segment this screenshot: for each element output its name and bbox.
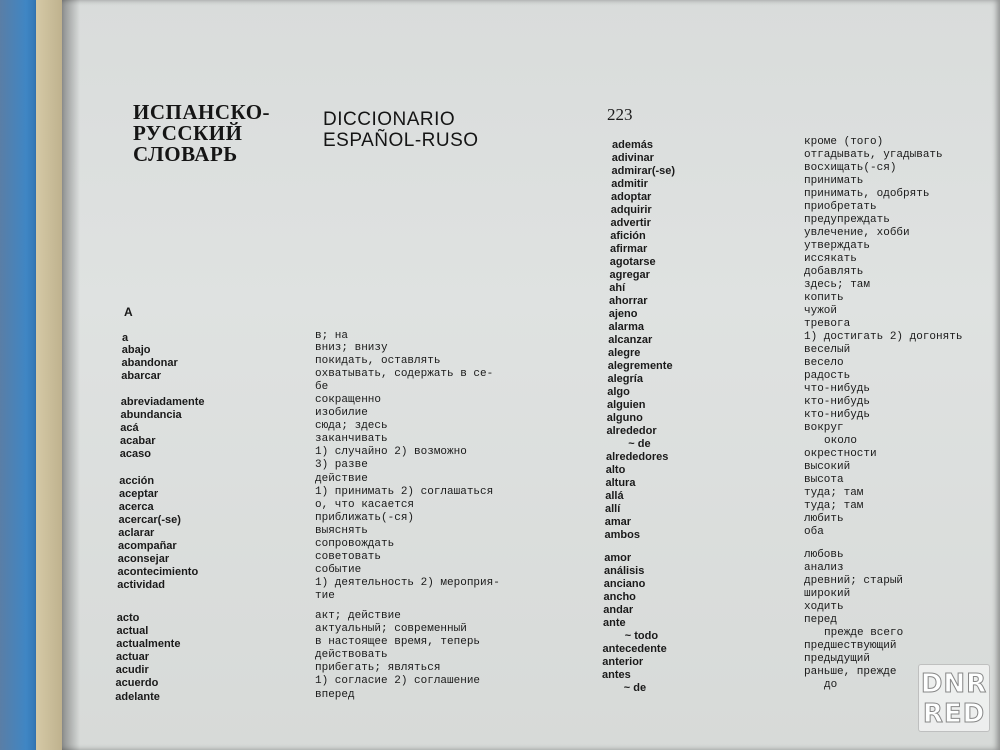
left-headword: acerca [118,501,154,513]
left-headword: acercar(-se) [118,514,181,526]
left-translation: покидать, оставлять [315,355,441,367]
right-translation: туда; там [804,487,864,499]
left-translation: 3) разве [315,459,368,471]
right-translation: окрестности [804,448,877,460]
right-headword: adquirir [610,204,652,216]
right-headword: ~ de [628,438,651,450]
right-translation: чужой [804,305,838,317]
right-headword: agregar [609,269,650,281]
left-headword: abreviadamente [120,396,205,408]
right-translation: туда; там [804,500,864,512]
left-translation: тие [315,590,335,602]
right-headword: allá [605,490,624,502]
page-number: 223 [607,105,633,124]
right-translation: около [824,435,858,447]
right-translation: кроме (того) [804,136,884,148]
right-translation: приобретать [804,201,877,213]
left-translation: охватывать, содержать в се- [315,368,494,380]
right-headword: ante [603,617,626,629]
left-headword: adelante [115,691,160,703]
right-headword: alegremente [607,360,673,372]
right-translation: перед [804,614,838,626]
right-translation: прежде всего [824,627,904,639]
left-translation: приближать(-ся) [315,512,415,524]
right-translation: высота [804,474,844,486]
left-translation: сюда; здесь [315,420,388,432]
right-headword: admitir [611,178,648,190]
left-headword: acompañar [118,540,177,552]
right-headword: anciano [603,578,646,590]
right-translation: вокруг [804,422,844,434]
left-headword: acontecimiento [117,566,199,578]
left-headword: actividad [117,579,165,591]
right-headword: advertir [610,217,651,229]
left-headword: actuar [116,651,150,663]
left-headword: a [122,332,129,344]
right-translation: любить [804,513,844,525]
left-headword: acaso [119,448,151,460]
left-headword: acudir [115,664,149,676]
left-translation: о, что касается [315,499,415,511]
right-headword: amor [604,552,632,564]
right-headword: agotarse [609,256,656,268]
right-translation: широкий [804,588,851,600]
right-headword: adivinar [611,152,654,164]
right-translation: отгадывать, угадывать [804,149,943,161]
left-translation: акт; действие [315,610,401,622]
right-headword: ahí [609,282,626,294]
left-headword: acuerdo [115,677,159,689]
right-translation: здесь; там [804,279,871,291]
left-translation: бе [315,381,329,393]
left-headword: acabar [120,435,156,447]
right-translation: оба [804,526,824,538]
left-headword: abajo [121,344,151,356]
right-translation: кто-нибудь [804,396,871,408]
right-headword: ~ de [623,682,647,694]
left-translation: 1) согласие 2) соглашение [315,675,481,687]
right-translation: любовь [804,549,844,561]
left-headword: aconsejar [117,553,170,565]
right-headword: además [612,139,653,151]
left-translation: сопровождать [315,538,395,550]
right-translation: восхищать(-ся) [804,162,897,174]
right-headword: alegre [608,347,641,359]
right-translation: предупреждать [804,214,890,226]
right-translation: принимать [804,175,864,187]
left-translation: выяснять [315,525,368,537]
right-headword: ahorrar [609,295,648,307]
right-headword: allí [605,503,621,515]
right-headword: amar [604,516,632,528]
left-headword: aceptar [119,488,159,500]
right-translation: раньше, прежде [804,666,897,678]
right-translation: ходить [804,601,844,613]
left-headword: actual [116,625,149,637]
page-edges [36,0,62,750]
right-headword: anterior [602,656,644,668]
right-translation: принимать, одобрять [804,188,930,200]
right-translation: тревога [804,318,851,330]
right-headword: afición [610,230,646,242]
watermark-line2: RED [922,699,986,729]
right-headword: alguien [607,399,646,411]
right-translation: предшествующий [804,640,897,652]
right-headword: ajeno [608,308,638,320]
right-headword: alguno [606,412,643,424]
right-translation: утверждать [804,240,871,252]
title-es-line1: DICCIONARIO [323,109,456,130]
left-translation: изобилие [315,407,368,419]
right-translation: 1) достигать 2) догонять [804,331,963,343]
left-translation: действие [315,473,368,485]
page-gutter-shadow [62,0,80,750]
right-headword: alrededores [606,451,669,463]
right-headword: admirar(-se) [611,165,676,177]
right-headword: alegría [607,373,643,385]
left-headword: abandonar [121,357,178,369]
left-headword: acá [120,422,139,434]
right-headword: algo [607,386,630,398]
right-translation: весело [804,357,844,369]
right-headword: antecedente [602,643,667,655]
left-translation: вперед [315,689,355,701]
title-ru-line2: РУССКИЙ [133,121,243,145]
right-translation: иссякать [804,253,857,265]
left-headword: abarcar [121,370,162,382]
left-translation: прибегать; являться [315,662,441,674]
left-translation: заканчивать [315,433,388,445]
right-headword: andar [603,604,634,616]
right-translation: древний; старый [804,575,904,587]
right-translation: копить [804,292,844,304]
right-translation: предыдущий [804,653,871,665]
left-translation: сокращенно [315,394,382,406]
left-translation: в настоящее время, теперь [315,636,481,648]
left-headword: acto [116,612,140,624]
right-translation: кто-нибудь [804,409,871,421]
right-translation: добавлять [804,266,864,278]
left-translation: 1) принимать 2) соглашаться [315,486,494,498]
letter-heading: A [124,305,133,319]
right-headword: adoptar [611,191,652,203]
left-translation: действовать [315,649,388,661]
right-translation: радость [804,370,851,382]
watermark-logo [918,664,990,732]
left-translation: событие [315,564,362,576]
right-translation: высокий [804,461,851,473]
right-translation: что-нибудь [804,383,871,395]
left-translation: 1) деятельность 2) мероприя- [315,577,500,589]
title-ru-line3: СЛОВАРЬ [133,142,238,166]
left-translation: советовать [315,551,382,563]
left-headword: acción [119,475,155,487]
right-headword: ancho [603,591,636,603]
title-ru-line1: ИСПАНСКО- [133,100,271,124]
right-translation: веселый [804,344,851,356]
left-headword: aclarar [118,527,155,539]
right-headword: alto [605,464,626,476]
right-headword: altura [605,477,636,489]
right-headword: alcanzar [608,334,653,346]
left-headword: actualmente [116,638,181,650]
left-translation: 1) случайно 2) возможно [315,446,467,458]
right-headword: afirmar [610,243,648,255]
right-translation: до [824,679,838,691]
title-es-line2: ESPAÑOL-RUSO [323,130,479,151]
right-translation: анализ [804,562,844,574]
left-translation: вниз; внизу [315,342,388,354]
right-headword: alrededor [606,425,657,437]
left-translation: актуальный; современный [315,623,467,635]
right-headword: ambos [604,529,640,541]
left-headword: abundancia [120,409,182,421]
right-headword: análisis [604,565,645,577]
right-headword: antes [602,669,631,681]
watermark-line1: DNR [920,669,988,699]
right-headword: alarma [608,321,644,333]
right-translation: увлечение, хобби [804,227,910,239]
right-headword: ~ todo [624,630,659,642]
left-translation: в; на [315,330,349,342]
